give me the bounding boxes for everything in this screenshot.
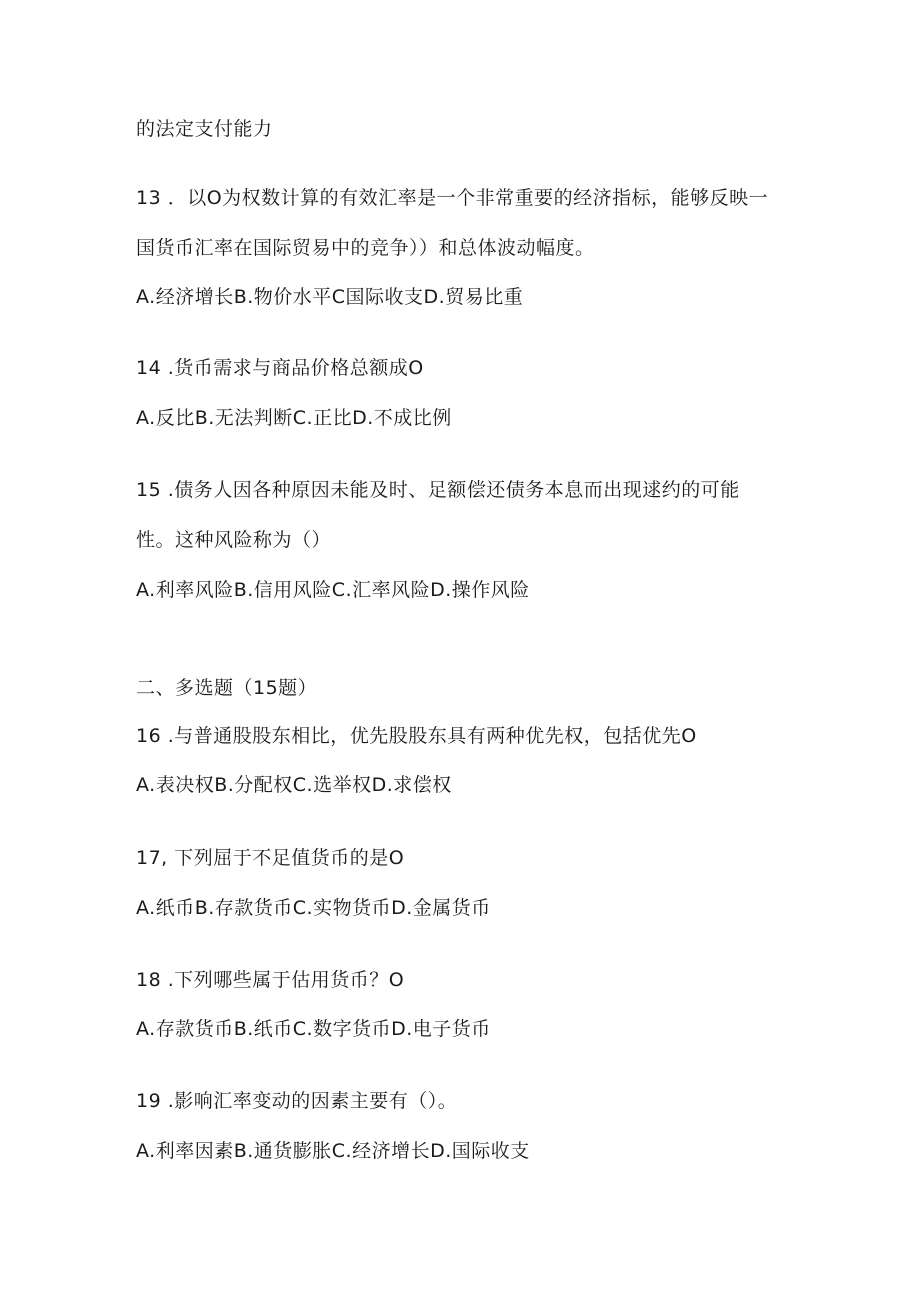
text-line-continuation: 的法定支付能力 bbox=[136, 118, 273, 140]
question-13-line-1: 13 ．以O为权数计算的有效汇率是一个非常重要的经济指标，能够反映一 bbox=[136, 187, 769, 209]
question-13-options: A.经济增长B.物价水平C国际收支D.贸易比重 bbox=[136, 286, 524, 308]
question-19-options: A.利率因素B.通货膨胀C.经济增长D.国际收支 bbox=[136, 1140, 530, 1162]
question-16: 16 .与普通股股东相比，优先股股东具有两种优先权，包括优先O bbox=[136, 725, 697, 747]
question-17-options: A.纸币B.存款货币C.实物货币D.金属货币 bbox=[136, 897, 491, 919]
question-15-options: A.利率风险B.信用风险C.汇率风险D.操作风险 bbox=[136, 579, 530, 601]
question-15-line-2: 性。这种风险称为（） bbox=[136, 529, 332, 551]
question-16-options: A.表决权B.分配权C.选举权D.求偿权 bbox=[136, 774, 452, 796]
section-heading-multiple-choice: 二、多选题（15题） bbox=[136, 677, 318, 699]
question-19: 19 .影响汇率变动的因素主要有（）。 bbox=[136, 1090, 458, 1112]
question-14-options: A.反比B.无法判断C.正比D.不成比例 bbox=[136, 407, 452, 429]
question-17: 17, 下列屈于不足值货币的是O bbox=[136, 847, 405, 869]
question-14: 14 .货币需求与商品价格总额成O bbox=[136, 357, 424, 379]
question-15-line-1: 15 .债务人因各种原因未能及时、足额偿还债务本息而出现逑约的可能 bbox=[136, 479, 740, 501]
question-13-line-2: 国货币汇率在国际贸易中的竞争））和总体波动幅度。 bbox=[136, 237, 595, 259]
question-18-options: A.存款货币B.纸币C.数字货币D.电子货币 bbox=[136, 1018, 491, 1040]
question-18: 18 .下列哪些属于估用货币？O bbox=[136, 969, 405, 991]
